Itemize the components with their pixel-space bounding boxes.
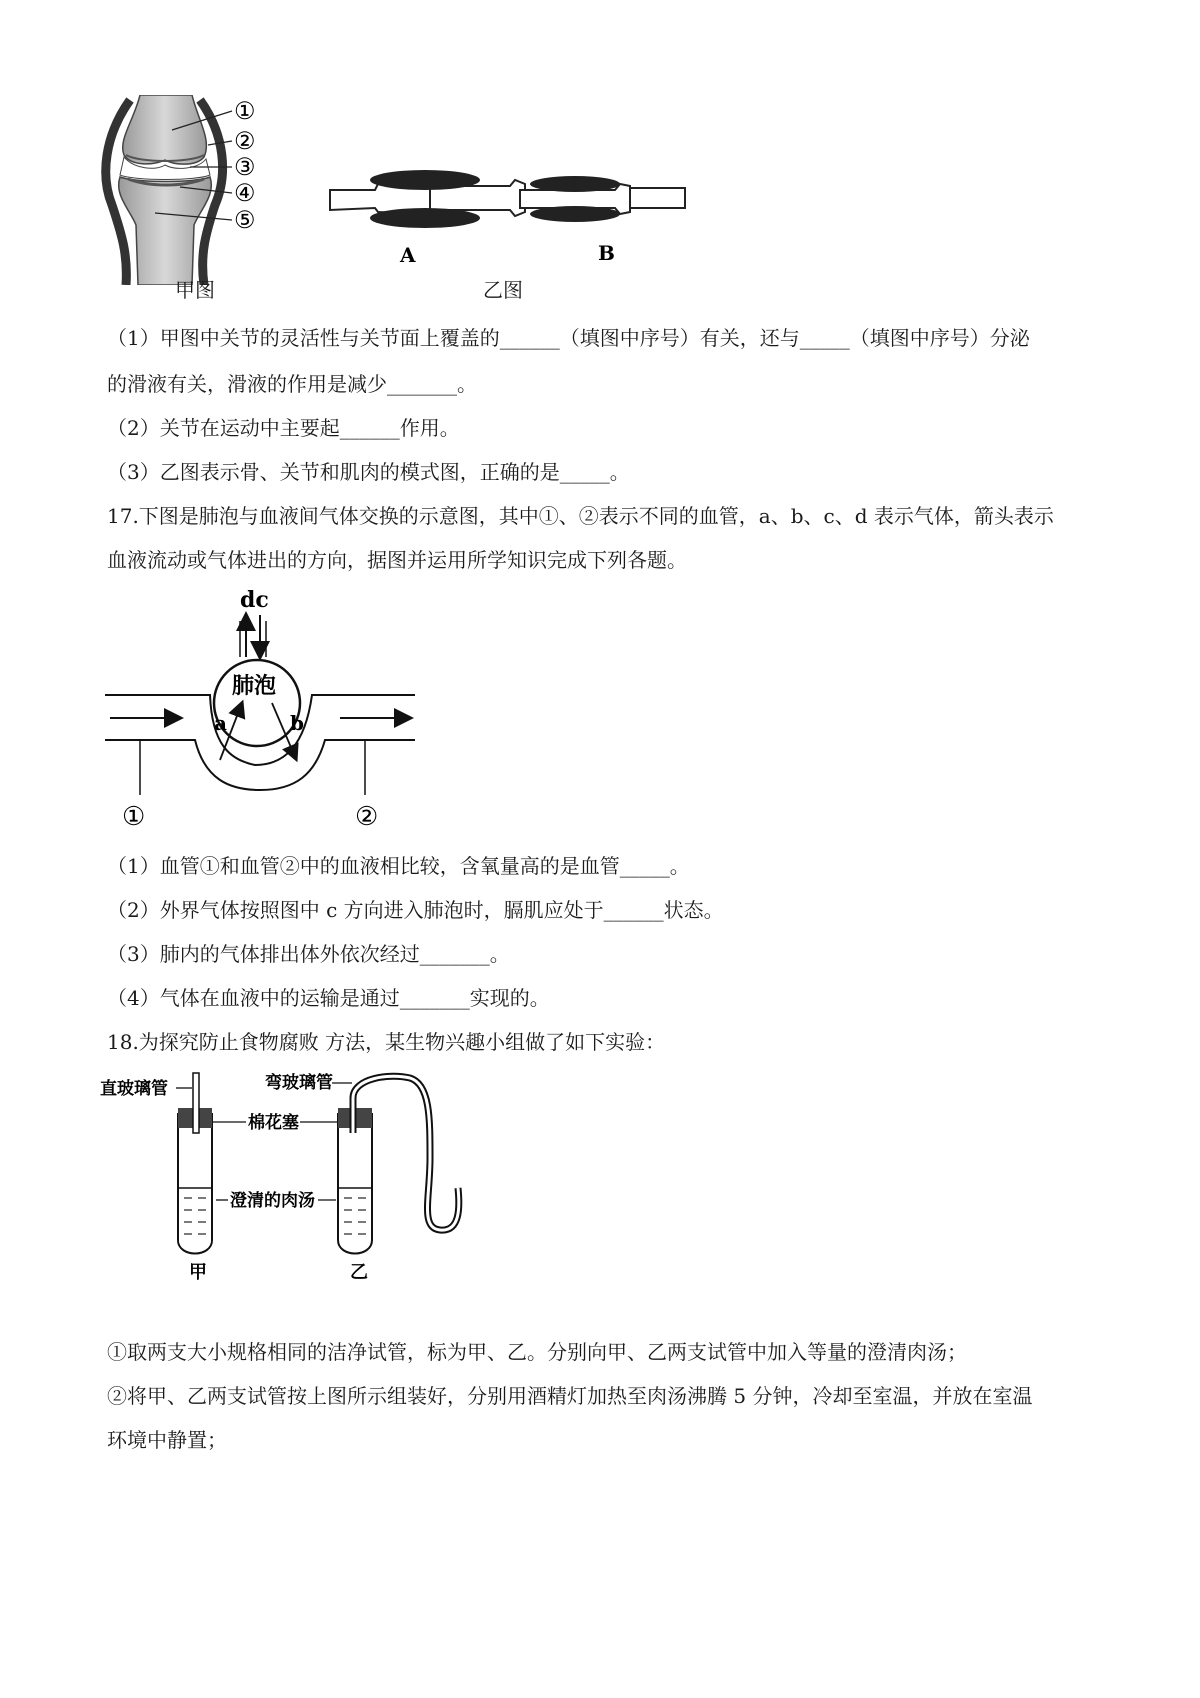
joint-label-1: ① [234, 97, 256, 125]
tube-yi-label: 乙 [350, 1262, 368, 1283]
gas-label-dc: dc [240, 587, 269, 613]
broth-label: 澄清的肉汤 [230, 1191, 315, 1211]
straight-tube-label: 直玻璃管 [100, 1079, 168, 1099]
q18-step-3: 环境中静置； [107, 1428, 227, 1452]
q17-line-1: （1）血管①和血管②中的血液相比较，含氧量高的是血管_____。 [107, 854, 690, 878]
vessel-label-1: ① [122, 802, 146, 832]
vessel-label-2: ② [355, 802, 379, 832]
joint-diagram [100, 95, 300, 285]
diagram-a-label: A [400, 243, 416, 267]
q18-stem: 18.为探究防止食物腐败 方法，某生物兴趣小组做了如下实验： [107, 1030, 666, 1054]
fig-jia-caption: 甲图 [175, 278, 215, 302]
q17-line-2: （2）外界气体按照图中 c 方向进入肺泡时，膈肌应处于______状态。 [107, 898, 724, 922]
tube-jia-label: 甲 [189, 1262, 207, 1283]
joint-label-3: ③ [234, 153, 256, 181]
joint-label-5: ⑤ [234, 206, 256, 234]
diagram-b-label: B [598, 241, 615, 265]
alveolus-label: 肺泡 [232, 673, 277, 699]
q16-line-2: 的滑液有关，滑液的作用是减少_______。 [107, 372, 477, 396]
q16-line-3: （2）关节在运动中主要起______作用。 [107, 416, 460, 440]
q17-stem-line-1: 17.下图是肺泡与血液间气体交换的示意图，其中①、②表示不同的血管，a、b、c、d 表示气体，箭头表示 [107, 504, 1054, 528]
q18-step-2: ②将甲、乙两支试管按上图所示组装好，分别用酒精灯加热至肉汤沸腾 5 分钟，冷却至室温，并放在室温 [107, 1384, 1033, 1408]
q17-stem-line-2: 血液流动或气体进出的方向，据图并运用所学知识完成下列各题。 [107, 548, 687, 572]
diagram-a [330, 170, 525, 267]
joint-label-4: ④ [234, 179, 256, 207]
q17-line-3: （3）肺内的气体排出体外依次经过_______。 [107, 942, 510, 966]
q18-step-1: ①取两支大小规格相同的洁净试管，标为甲、乙。分别向甲、乙两支试管中加入等量的澄清肉汤； [107, 1340, 967, 1364]
q17-line-4: （4）气体在血液中的运输是通过_______实现的。 [107, 986, 550, 1010]
joint-label-2: ② [234, 127, 256, 155]
alveolus-diagram [100, 585, 430, 835]
fig-yi-caption: 乙图 [483, 278, 523, 302]
q16-line-4: （3）乙图表示骨、关节和肌肉的模式图，正确的是_____。 [107, 460, 630, 484]
curved-tube-label: 弯玻璃管 [265, 1073, 333, 1093]
q16-line-1: （1）甲图中关节的灵活性与关节面上覆盖的______（填图中序号）有关，还与_____（填图中序号）分泌 [107, 326, 1030, 350]
diagram-b [520, 176, 685, 265]
test-tube-diagram [100, 1068, 520, 1288]
gas-label-a: a [214, 711, 227, 735]
cotton-plug-label: 棉花塞 [248, 1113, 299, 1133]
bone-muscle-diagram [320, 160, 700, 270]
gas-label-b: b [290, 711, 304, 735]
